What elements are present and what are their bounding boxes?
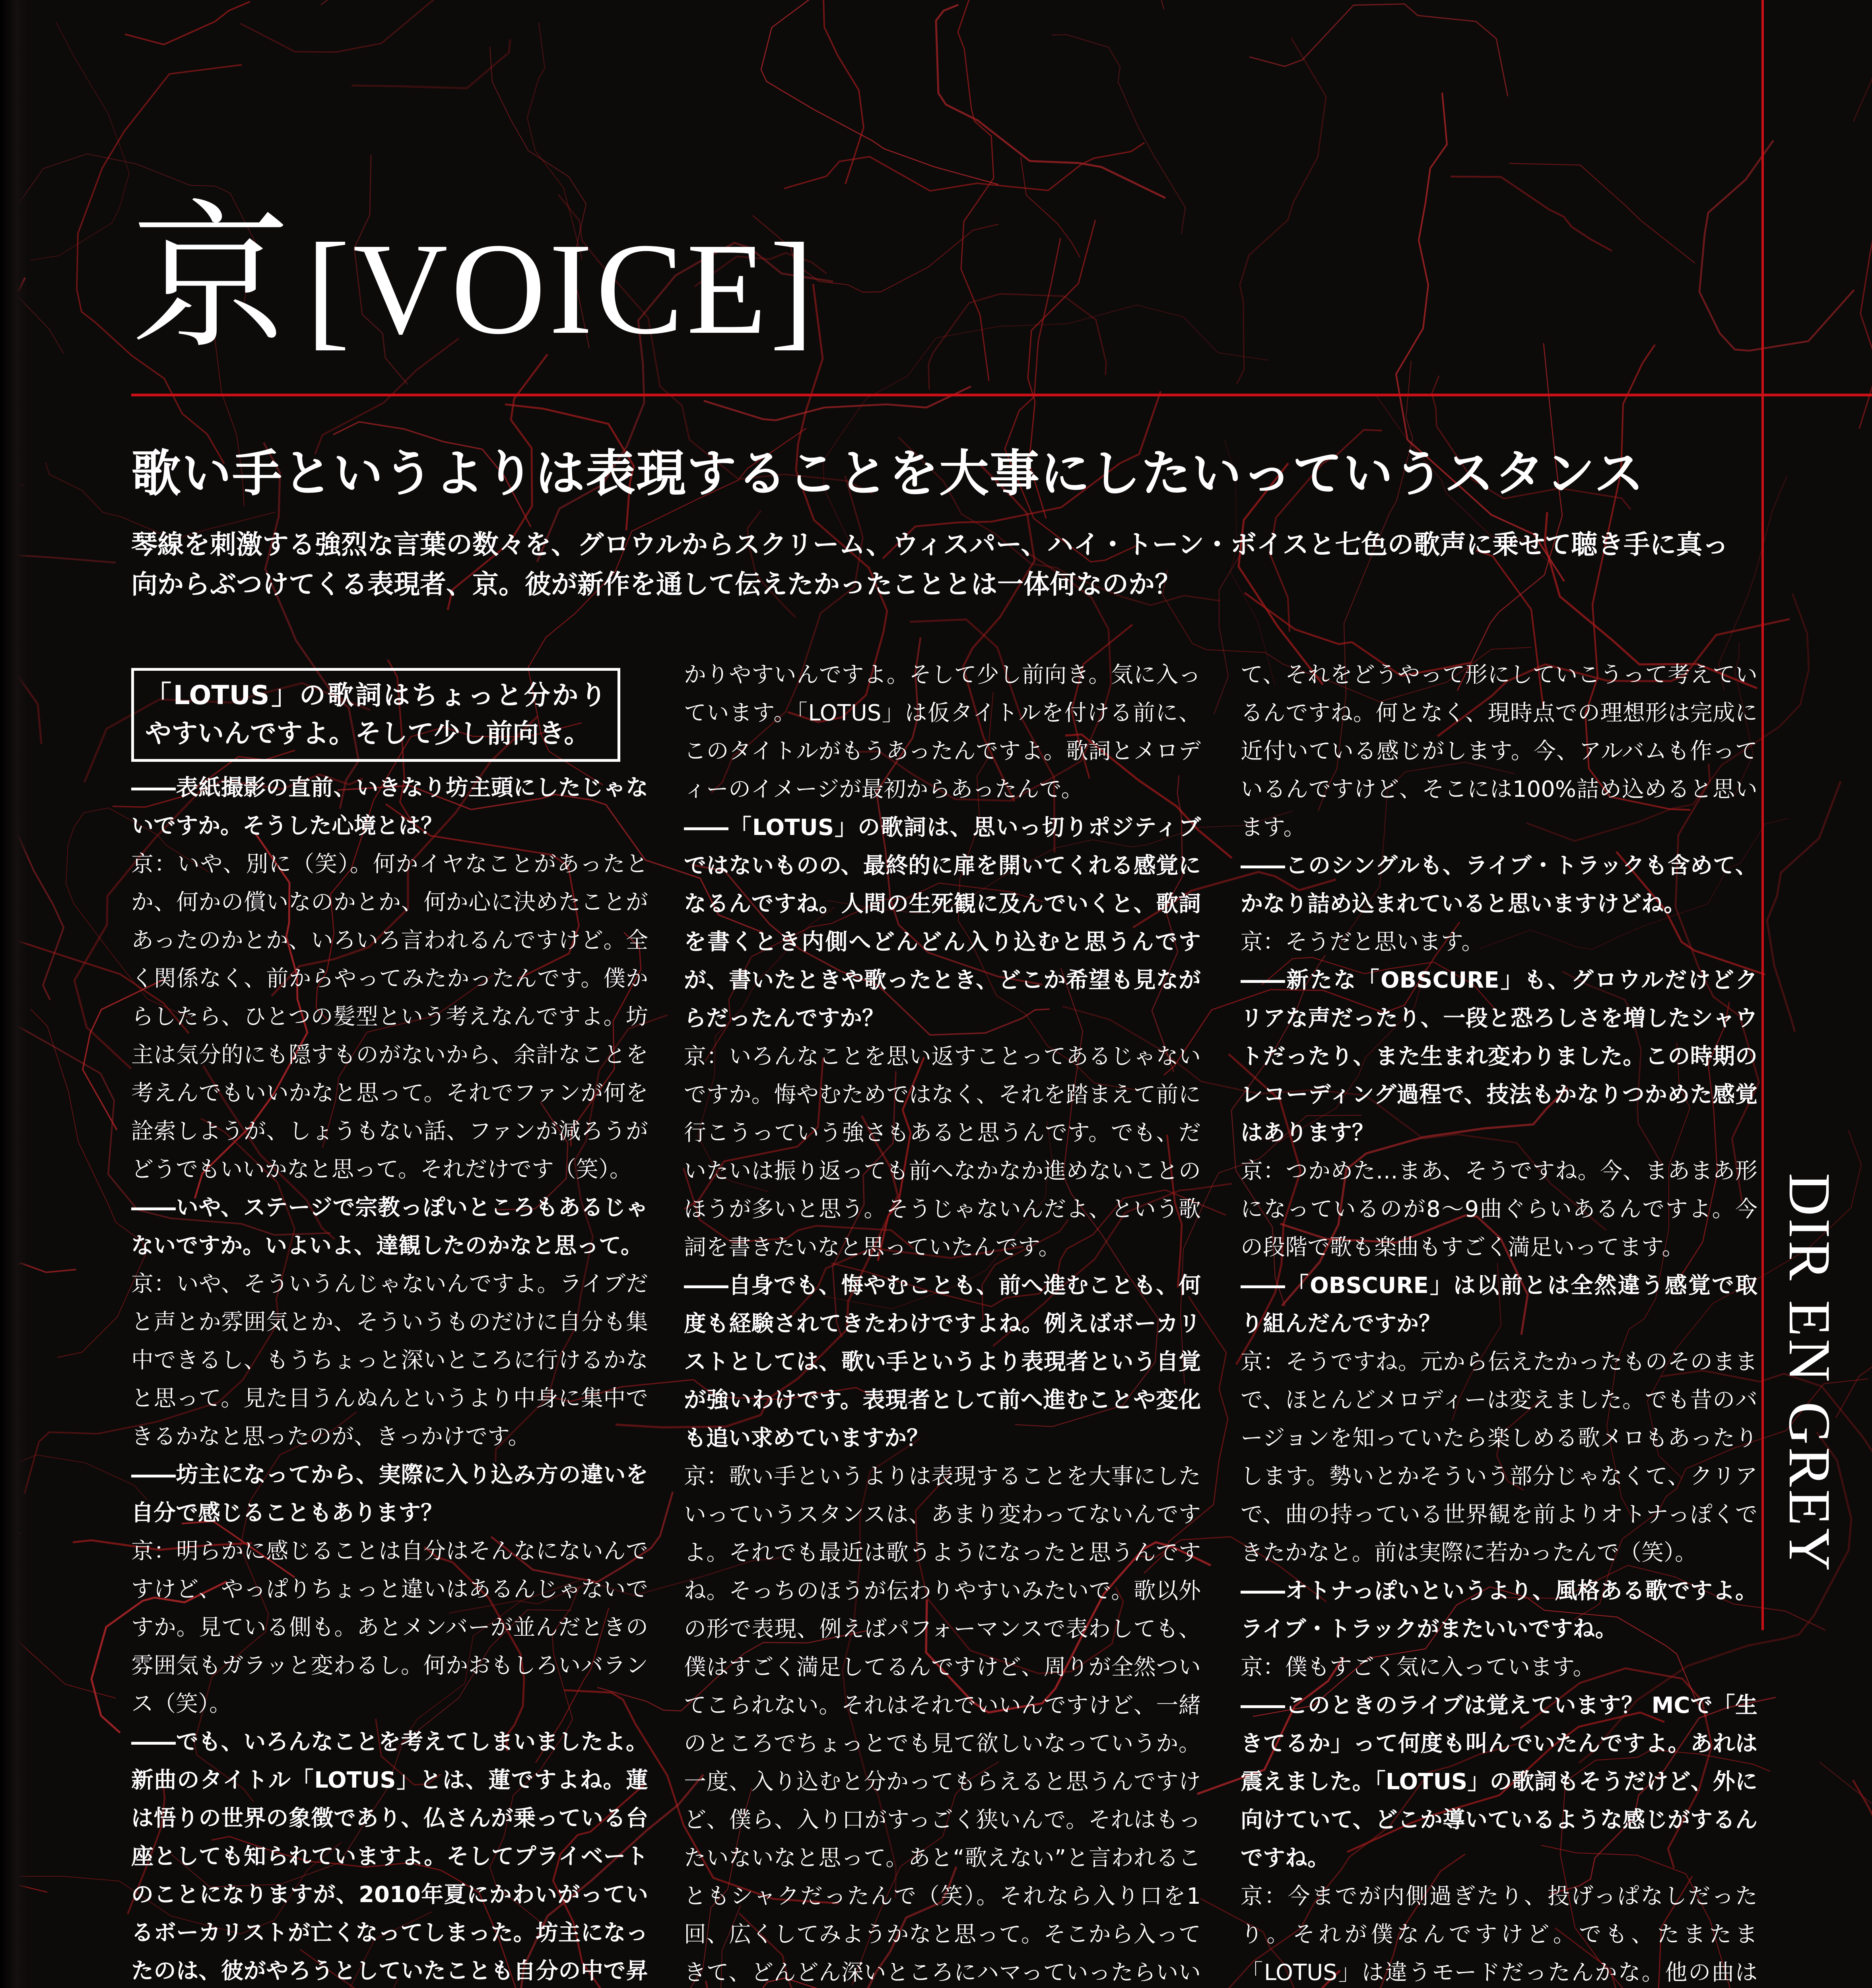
crackle-line <box>1237 38 1326 384</box>
crackle-line <box>240 0 466 52</box>
text-column-2 <box>684 656 1201 1988</box>
interview-question: ――オトナっぽいというより、風格ある歌ですよ。ライブ・トラックがまたいいですね。 <box>1241 1578 1757 1642</box>
interview-answer: 京：そうだと思います。 <box>1241 929 1484 955</box>
crackle-line <box>759 0 864 184</box>
crackle-line <box>1699 140 1854 351</box>
crackle-line <box>31 1009 146 1357</box>
crackle-line <box>1509 163 1695 263</box>
interview-answer: 京：いや、別に（笑）。何かイヤなことがあったとか、何かの償いなのかとか、何か心に決めたことがあったのかとか、いろいろ言われるんですけど。全く関係なく、前からやってみたかったんです。僕からしたら、ひとつの髪型という考えなんですよ。坊主は気分的にも隠すものがないから、余計なことを考えんでもいいかなと思って。それでファンが何を詮索しようが、しょうもない話、ファンが減ろうがどうでもいいかなと思って。それだけです（笑）。 <box>131 851 648 1182</box>
vertical-red-rule <box>1761 0 1764 1630</box>
interview-question: ――でも、いろんなことを考えてしまいましたよ。新曲のタイトル「LOTUS」とは、蓮ですよね。蓮は悟りの世界の象徴であり、仏さんが乗っている台座としても知られていますよ。そしてプライベートのことになりますが、2010年夏にかわいがっているボーカリストが亡くなってしまった。坊主になったのは、彼がやろうとしていたことも自分の中で昇 <box>131 1729 648 1984</box>
crackle-line <box>704 386 971 420</box>
crackle-line <box>1767 781 1841 1032</box>
interview-question: ――表紙撮影の直前、いきなり坊主頭にしたじゃないですか。そうした心境とは？ <box>131 775 648 839</box>
lead-paragraph: 琴線を刺激する強烈な言葉の数々を、グロウルからスクリーム、ウィスパー、ハイ・トーン・ボイスと七色の歌声に乗せて聴き手に真っ向からぶつけてくる表現者、京。彼が新作を通して伝えたかったこととは一体何なのか？ <box>131 529 1729 600</box>
crackle-line <box>1820 1762 1872 1972</box>
interview-answer: 京：歌い手というよりは表現することを大事にしたいっていうスタンスは、あまり変わってないんですよ。それでも最近は歌うようになったと思うんですね。そっちのほうが伝わりやすいみたいで。歌以外の形で表現、例えばパフォーマンスで表わしても、僕はすごく満足してるんですけど、周りが全然ついてこられない。それはそれでいいんですけど、一緒のところでちょっとでも見て欲しいなっていうか。一度、入り込むと分かってもらえると思うんですけど、僕ら、入り口がすっごく狭いんで。それはもったいないなと思って。あと“歌えない”と言われることもシャクだったんで（笑）。それなら入り口を1回、広くしてみようかなと思って。そこから入ってきて、どんどん深いところにハマっていったらいい <box>684 1464 1201 1986</box>
interview-answer: 京：僕もすごく気に入っています。 <box>1241 1654 1595 1680</box>
page-title <box>131 186 817 371</box>
interview-answer: かりやすいんですよ。そして少し前向き。気に入っています。「LOTUS」は仮タイトルを付ける前に、このタイトルがもうあったんですよ。歌詞とメロディーのイメージが最初からあったんで。 <box>684 662 1201 802</box>
crackle-line <box>1396 93 1564 581</box>
crackle-line <box>1052 35 1185 234</box>
interview-question: ――坊主になってから、実際に入り込み方の違いを自分で感じることもあります？ <box>131 1462 648 1526</box>
interview-question: ――このシングルも、ライブ・トラックも含めて、かなり詰め込まれていると思いますけどね。 <box>1241 853 1757 917</box>
crackle-line <box>321 0 660 5</box>
crackle-line <box>761 0 998 184</box>
interview-question: ――「OBSCURE」は以前とは全然違う感覚で取り組んだんですか？ <box>1241 1273 1757 1337</box>
title-kanji: 京 <box>131 186 290 371</box>
crackle-line <box>957 0 1164 9</box>
crackle-line <box>928 294 1106 390</box>
text-column-3 <box>1241 656 1757 1988</box>
interview-question: ――このときのライブは覚えています？ MCで「生きてるか」って何度も叫んでいたんですよ。あれは震えました。「LOTUS」の歌詞もそうだけど、外に向けていて、どこか導いているような感じがするんですね。 <box>1241 1693 1758 1871</box>
crackle-line <box>1859 50 1872 429</box>
crackle-line <box>351 39 510 88</box>
crackle-line <box>1451 177 1612 251</box>
crackle-line <box>125 2 250 45</box>
pull-quote-box: 「LOTUS」の歌詞はちょっと分かりやすいんですよ。そして少し前向き。 <box>131 668 620 762</box>
interview-question: ――「LOTUS」の歌詞は、思いっ切りポジティブではないものの、最終的に扉を開いてくれる感覚になるんですね。人間の生死観に及んでいくと、歌詞を書くとき内側へどんどん入り込むと思うんですが、書いたときや歌ったとき、どこか希望も見ながらだったんですか？ <box>684 815 1201 1031</box>
crackle-line <box>30 22 129 260</box>
crackle-line <box>1853 1780 1872 1954</box>
interview-answer: 京：そうですね。元から伝えたかったものそのままで、ほとんどメロディーは変えました。でも昔のバージョンを知っていたら楽しめる歌メロもあったりします。勢いとかそういう部分じゃなくて、クリアで、曲の持っている世界観を前よりオトナっぽくできたかなと。前は実際に若かったんで（笑）。 <box>1241 1349 1757 1566</box>
interview-question: ――いや、ステージで宗教っぽいところもあるじゃないですか。いよいよ、達観したのかなと思って。 <box>131 1195 648 1259</box>
title-underline-rule <box>131 394 1872 396</box>
interview-answer: 京：明らかに感じることは自分はそんなにないんですけど、やっぱりちょっと違いはあるんじゃないですか。見ている側も。あとメンバーが並んだときの雰囲気もガラッと変わるし。何かおもしろいバランス（笑）。 <box>131 1538 648 1717</box>
interview-answer: て、それをどうやって形にしていこうって考えているんですね。何となく、現時点での理想形は完成に近付いている感じがします。今、アルバムも作っているんですけど、そこには100%詰め込めると思います。 <box>1241 662 1757 841</box>
side-band-label: DIR EN GREY <box>1777 1173 1843 1574</box>
headline: 歌い手というよりは表現することを大事にしたいっていうスタンス <box>131 445 1645 503</box>
crackle-line <box>1853 0 1872 122</box>
interview-answer: 京：今までが内側過ぎたり、投げっぱなしだったり。それが僕なんですけど。でも、たまたま「LOTUS」は違うモードだったんかな。他の曲は <box>1241 1883 1757 1986</box>
interview-answer: 京：いろんなことを思い返すことってあるじゃないですか。悔やむためではなく、それを踏まえて前に行こうっていう強さもあると思うんです。でも、だいたいは振り返っても前へなかなか進めないことのほうが多いと思う。そうじゃないんだよ、という歌詞を書きたいなと思っていたんです。 <box>684 1044 1201 1260</box>
interview-answer: 京：いや、そういうんじゃないんですよ。ライブだと声とか雰囲気とか、そういうものだけに自分も集中できるし、もうちょっと深いところに行けるかなと思って。見た目うんぬんというより中身に集中できるかなと思ったのが、きっかけです。 <box>131 1271 649 1450</box>
interview-question: ――新たな「OBSCURE」も、グロウルだけどクリアな声だったり、一段と恐ろしさを増したシャウトだったり、また生まれ変わりました。この時期のレコーディング過程で、技法もかなりつかめた感覚はあります？ <box>1241 967 1757 1146</box>
text-column-1 <box>131 656 648 1988</box>
crackle-line <box>958 0 1003 381</box>
page-spine-shadow <box>0 0 28 1988</box>
crackle-line <box>784 143 1144 191</box>
crackle-line <box>1005 238 1136 562</box>
interview-answer: 京：つかめた…まあ、そうですね。今、まあまあ形になっているのが8～9曲ぐらいあるんですよ。今の段階で歌も楽曲もすごく満足いってます。 <box>1241 1158 1757 1260</box>
crackle-line <box>1249 4 1508 96</box>
interview-question: ――自身でも、悔やむことも、前へ進むことも、何度も経験されてきたわけですよね。例えばボーカリストとしては、歌い手というより表現者という自覚が強いわけです。表現者として前へ進むことや変化も追い求めていますか？ <box>684 1273 1201 1451</box>
crackle-line <box>823 305 1268 542</box>
title-word: [VOICE] <box>306 216 817 361</box>
